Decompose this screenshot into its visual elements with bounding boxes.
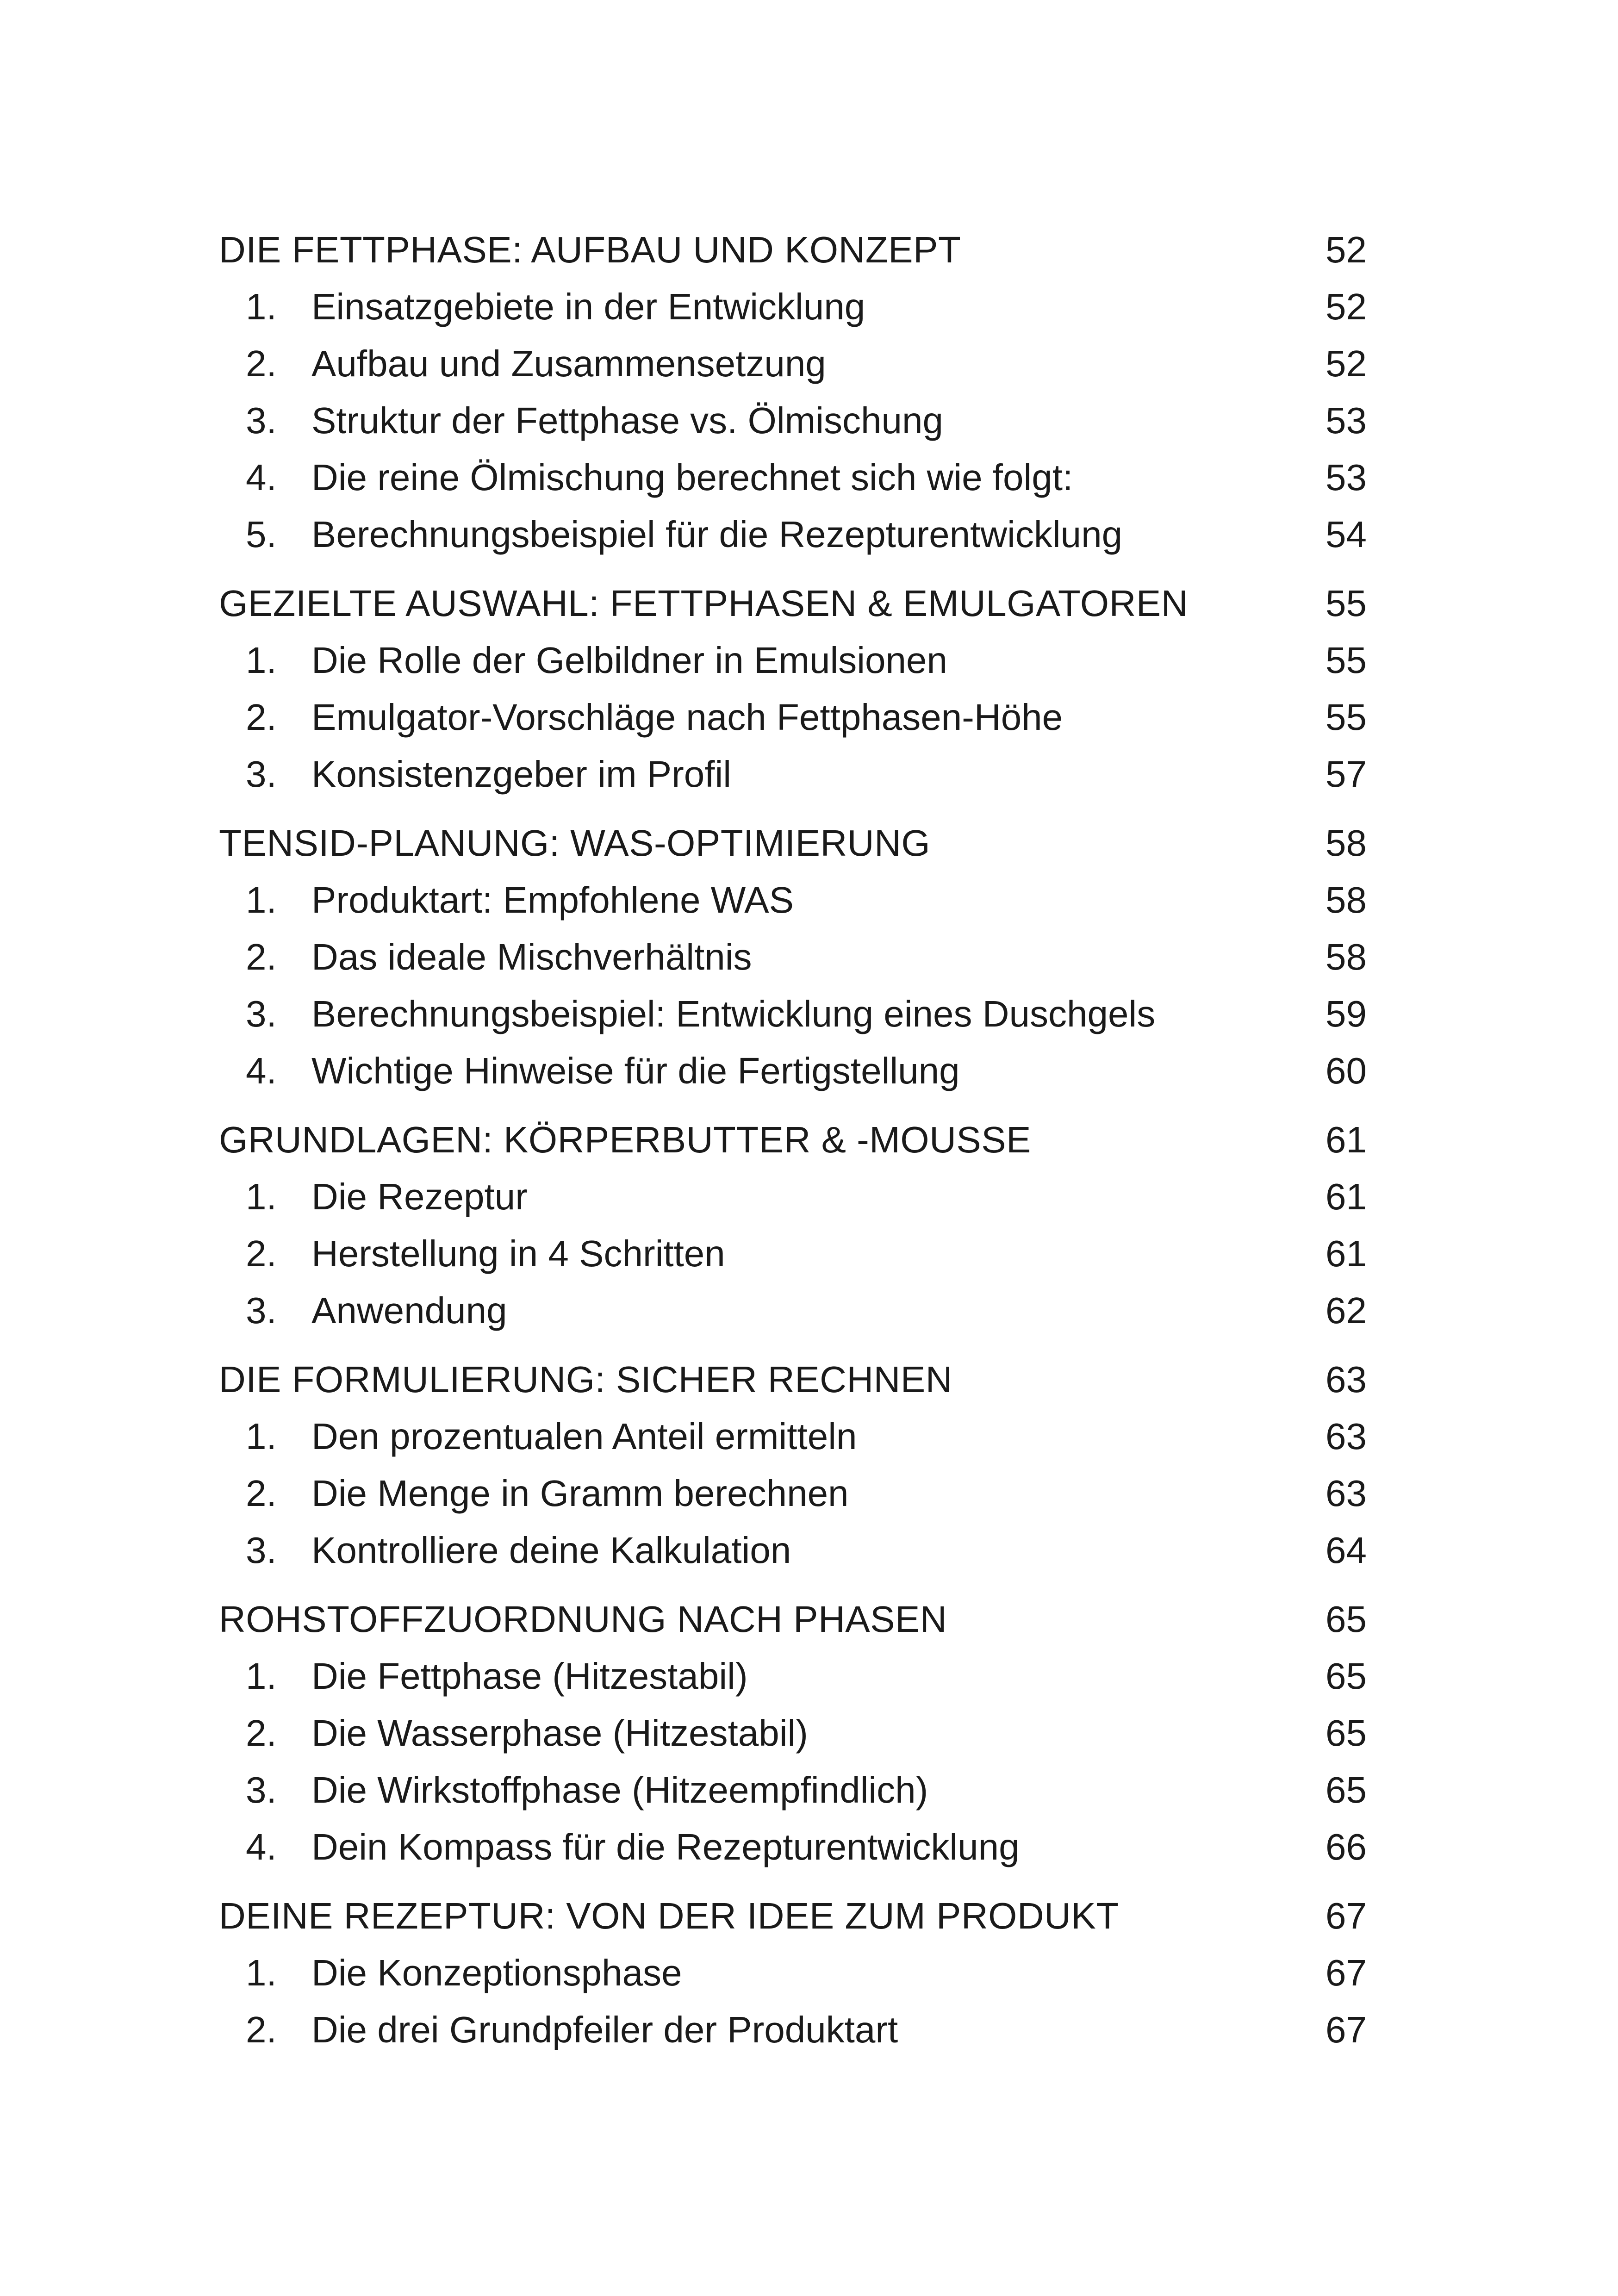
section-page-number: 67 (1326, 1895, 1367, 1936)
toc-entry[interactable] (219, 1225, 1367, 1282)
entry-title: Aufbau und Zusammensetzung (311, 343, 826, 384)
toc-section-heading[interactable] (219, 1111, 1367, 1168)
entry-number: 3. (246, 753, 277, 795)
section-title: TENSID-PLANUNG: WAS-OPTIMIERUNG (219, 822, 931, 864)
entry-number: 3. (246, 1290, 277, 1331)
entry-title: Die reine Ölmischung berechnet sich wie folgt: (311, 457, 1073, 498)
toc-entry[interactable] (219, 506, 1367, 563)
entry-page-number: 54 (1326, 514, 1367, 555)
entry-page-number: 57 (1326, 753, 1367, 795)
entry-page-number: 61 (1326, 1233, 1367, 1274)
entry-title: Wichtige Hinweise für die Fertigstellung (311, 1050, 960, 1091)
entry-title: Den prozentualen Anteil ermitteln (311, 1416, 857, 1457)
entry-title: Anwendung (311, 1290, 507, 1331)
entry-number: 1. (246, 1655, 277, 1697)
entry-title: Die Wirkstoffphase (Hitzeempfindlich) (311, 1769, 928, 1811)
entry-number: 2. (246, 2009, 277, 2050)
entry-page-number: 65 (1326, 1655, 1367, 1697)
toc-entry[interactable] (219, 335, 1367, 392)
toc-section-heading[interactable] (219, 1887, 1367, 1944)
section-title: ROHSTOFFZUORDNUNG NACH PHASEN (219, 1599, 947, 1640)
entry-number: 5. (246, 514, 277, 555)
section-page-number: 63 (1326, 1359, 1367, 1400)
entry-page-number: 52 (1326, 343, 1367, 384)
entry-page-number: 53 (1326, 457, 1367, 498)
entry-title: Die Wasserphase (Hitzestabil) (311, 1712, 808, 1754)
toc-entry[interactable] (219, 1168, 1367, 1225)
entry-number: 1. (246, 286, 277, 327)
entry-page-number: 59 (1326, 993, 1367, 1034)
section-title: DEINE REZEPTUR: VON DER IDEE ZUM PRODUKT (219, 1895, 1119, 1936)
entry-number: 1. (246, 640, 277, 681)
toc-entry[interactable] (219, 1648, 1367, 1705)
entry-title: Dein Kompass für die Rezepturentwicklung (311, 1826, 1020, 1867)
entry-number: 1. (246, 1176, 277, 1217)
entry-page-number: 65 (1326, 1769, 1367, 1811)
entry-number: 2. (246, 1233, 277, 1274)
entry-title: Struktur der Fettphase vs. Ölmischung (311, 400, 943, 441)
toc-entry[interactable] (219, 1944, 1367, 2001)
entry-number: 2. (246, 697, 277, 738)
entry-page-number: 67 (1326, 1952, 1367, 1993)
toc-section (219, 1111, 1367, 1339)
toc-section (219, 1351, 1367, 1579)
toc-entry[interactable] (219, 985, 1367, 1042)
entry-number: 4. (246, 1826, 277, 1867)
entry-number: 2. (246, 343, 277, 384)
entry-title: Die Rolle der Gelbildner in Emulsionen (311, 640, 948, 681)
toc-entry[interactable] (219, 1408, 1367, 1465)
section-page-number: 52 (1326, 229, 1367, 270)
toc-section (219, 1887, 1367, 2058)
toc-entry[interactable] (219, 449, 1367, 506)
entry-page-number: 53 (1326, 400, 1367, 441)
toc-section-heading[interactable] (219, 1351, 1367, 1408)
entry-page-number: 65 (1326, 1712, 1367, 1754)
toc-entry[interactable] (219, 1042, 1367, 1099)
section-title: DIE FORMULIERUNG: SICHER RECHNEN (219, 1359, 953, 1400)
toc-entry[interactable] (219, 278, 1367, 335)
section-page-number: 65 (1326, 1599, 1367, 1640)
entry-title: Die Konzeptionsphase (311, 1952, 682, 1993)
entry-page-number: 52 (1326, 286, 1367, 327)
entry-title: Kontrolliere deine Kalkulation (311, 1530, 791, 1571)
section-title: GRUNDLAGEN: KÖRPERBUTTER & -MOUSSE (219, 1119, 1032, 1160)
entry-number: 2. (246, 1712, 277, 1754)
entry-number: 3. (246, 993, 277, 1034)
entry-page-number: 58 (1326, 879, 1367, 921)
toc-entry[interactable] (219, 392, 1367, 449)
section-page-number: 55 (1326, 583, 1367, 624)
entry-title: Produktart: Empfohlene WAS (311, 879, 794, 921)
toc-section (219, 575, 1367, 803)
entry-page-number: 55 (1326, 697, 1367, 738)
entry-page-number: 67 (1326, 2009, 1367, 2050)
entry-number: 1. (246, 1416, 277, 1457)
entry-number: 1. (246, 1952, 277, 1993)
section-title: GEZIELTE AUSWAHL: FETTPHASEN & EMULGATOREN (219, 583, 1188, 624)
entry-title: Die Rezeptur (311, 1176, 528, 1217)
toc-section-heading[interactable] (219, 815, 1367, 871)
entry-page-number: 62 (1326, 1290, 1367, 1331)
entry-number: 1. (246, 879, 277, 921)
entry-page-number: 60 (1326, 1050, 1367, 1091)
toc-entry[interactable] (219, 871, 1367, 928)
toc-entry[interactable] (219, 1465, 1367, 1522)
toc-section-heading[interactable] (219, 1591, 1367, 1648)
entry-title: Die Fettphase (Hitzestabil) (311, 1655, 748, 1697)
entry-title: Konsistenzgeber im Profil (311, 753, 732, 795)
entry-title: Das ideale Mischverhältnis (311, 936, 752, 977)
entry-number: 3. (246, 1530, 277, 1571)
toc-entry[interactable] (219, 689, 1367, 746)
toc-entry[interactable] (219, 928, 1367, 985)
entry-number: 3. (246, 400, 277, 441)
entry-title: Die Menge in Gramm berechnen (311, 1473, 849, 1514)
toc-section-heading[interactable] (219, 575, 1367, 632)
toc-section-heading[interactable] (219, 221, 1367, 278)
entry-number: 2. (246, 1473, 277, 1514)
toc-entry[interactable] (219, 1522, 1367, 1579)
entry-page-number: 55 (1326, 640, 1367, 681)
section-title: DIE FETTPHASE: AUFBAU UND KONZEPT (219, 229, 961, 270)
entry-title: Emulgator-Vorschläge nach Fettphasen-Höhe (311, 697, 1063, 738)
entry-title: Berechnungsbeispiel für die Rezepturentwicklung (311, 514, 1123, 555)
entry-page-number: 63 (1326, 1416, 1367, 1457)
toc-entry[interactable] (219, 1761, 1367, 1818)
entry-number: 2. (246, 936, 277, 977)
entry-number: 4. (246, 457, 277, 498)
entry-page-number: 58 (1326, 936, 1367, 977)
toc-entry[interactable] (219, 1705, 1367, 1761)
toc-section (219, 815, 1367, 1099)
entry-title: Einsatzgebiete in der Entwicklung (311, 286, 865, 327)
entry-page-number: 61 (1326, 1176, 1367, 1217)
entry-title: Berechnungsbeispiel: Entwicklung eines Duschgels (311, 993, 1156, 1034)
toc-entry[interactable] (219, 632, 1367, 689)
toc-entry[interactable] (219, 1282, 1367, 1339)
section-page-number: 58 (1326, 822, 1367, 864)
toc-entry[interactable] (219, 746, 1367, 803)
section-page-number: 61 (1326, 1119, 1367, 1160)
entry-number: 3. (246, 1769, 277, 1811)
entry-page-number: 66 (1326, 1826, 1367, 1867)
entry-page-number: 64 (1326, 1530, 1367, 1571)
toc-section (219, 1591, 1367, 1875)
entry-number: 4. (246, 1050, 277, 1091)
table-of-contents (219, 221, 1367, 2070)
entry-title: Herstellung in 4 Schritten (311, 1233, 725, 1274)
entry-page-number: 63 (1326, 1473, 1367, 1514)
toc-section (219, 221, 1367, 563)
toc-entry[interactable] (219, 2001, 1367, 2058)
entry-title: Die drei Grundpfeiler der Produktart (311, 2009, 898, 2050)
toc-entry[interactable] (219, 1818, 1367, 1875)
